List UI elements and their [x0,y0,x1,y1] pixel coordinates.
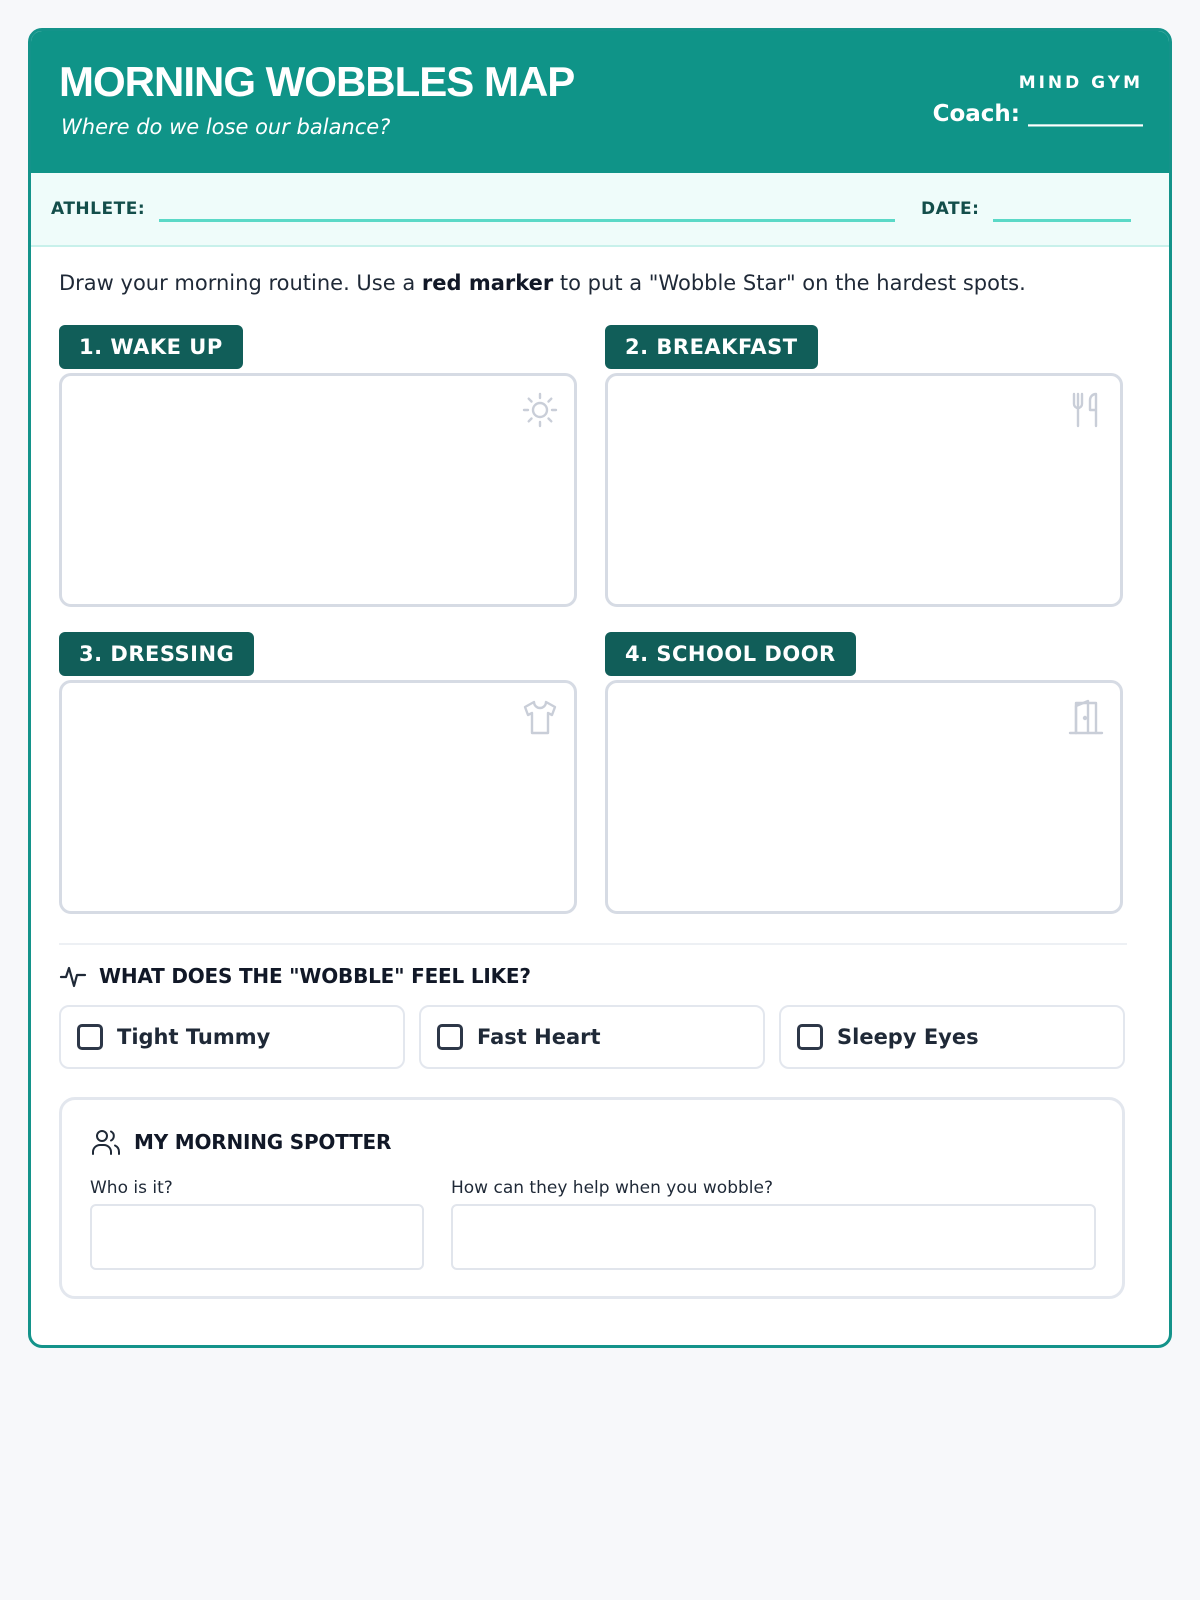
instructions-end: to put a "Wobble Star" on the hardest spots. [553,271,1026,295]
stage-tag-breakfast: 2. BREAKFAST [605,325,818,369]
heartbeat-icon [59,962,87,990]
drawing-box-breakfast[interactable] [605,373,1123,607]
option-label: Tight Tummy [117,1025,271,1049]
date-label: DATE: [921,199,980,219]
drawing-box-wake-up[interactable] [59,373,577,607]
header [31,31,1169,173]
date-line[interactable] [993,219,1131,222]
info-bar [31,173,1169,247]
sun-icon [520,390,560,430]
section-divider [59,943,1127,945]
athlete-line[interactable] [159,219,895,222]
door-icon [1066,697,1106,737]
stage-tag-wake-up: 1. WAKE UP [59,325,243,369]
option-tight-tummy[interactable] [59,1005,405,1069]
instructions-start: Draw your morning routine. Use a [59,271,422,295]
feel-header [59,961,531,991]
option-label: Sleepy Eyes [837,1025,979,1049]
page-title: MORNING WOBBLES MAP [59,58,575,105]
instructions-bold: red marker [421,271,554,295]
feel-title: WHAT DOES THE "WOBBLE" FEEL LIKE? [99,964,531,988]
instructions [59,271,1026,295]
spotter-header [90,1126,391,1158]
brand-label: MIND GYM [1018,73,1143,93]
option-fast-heart[interactable] [419,1005,765,1069]
people-icon [90,1126,122,1158]
checkbox[interactable] [437,1024,463,1050]
page-subtitle: Where do we lose our balance? [61,115,391,139]
stage-tag-dressing: 3. DRESSING [59,632,254,676]
spotter-card [59,1097,1125,1299]
option-label: Fast Heart [477,1025,601,1049]
worksheet [28,28,1172,1348]
checkbox[interactable] [77,1024,103,1050]
checkbox[interactable] [797,1024,823,1050]
option-sleepy-eyes[interactable] [779,1005,1125,1069]
athlete-label: ATHLETE: [51,199,146,219]
fork-knife-icon [1066,390,1106,430]
drawing-box-school-door[interactable] [605,680,1123,914]
stage-tag-school-door: 4. SCHOOL DOOR [605,632,856,676]
spotter-title: MY MORNING SPOTTER [134,1130,392,1154]
help-input[interactable] [451,1204,1096,1270]
shirt-icon [520,697,560,737]
coach-field: Coach: __________ [932,101,1143,127]
drawing-box-dressing[interactable] [59,680,577,914]
help-label: How can they help when you wobble? [451,1178,773,1198]
who-label: Who is it? [90,1178,173,1198]
who-input[interactable] [90,1204,424,1270]
